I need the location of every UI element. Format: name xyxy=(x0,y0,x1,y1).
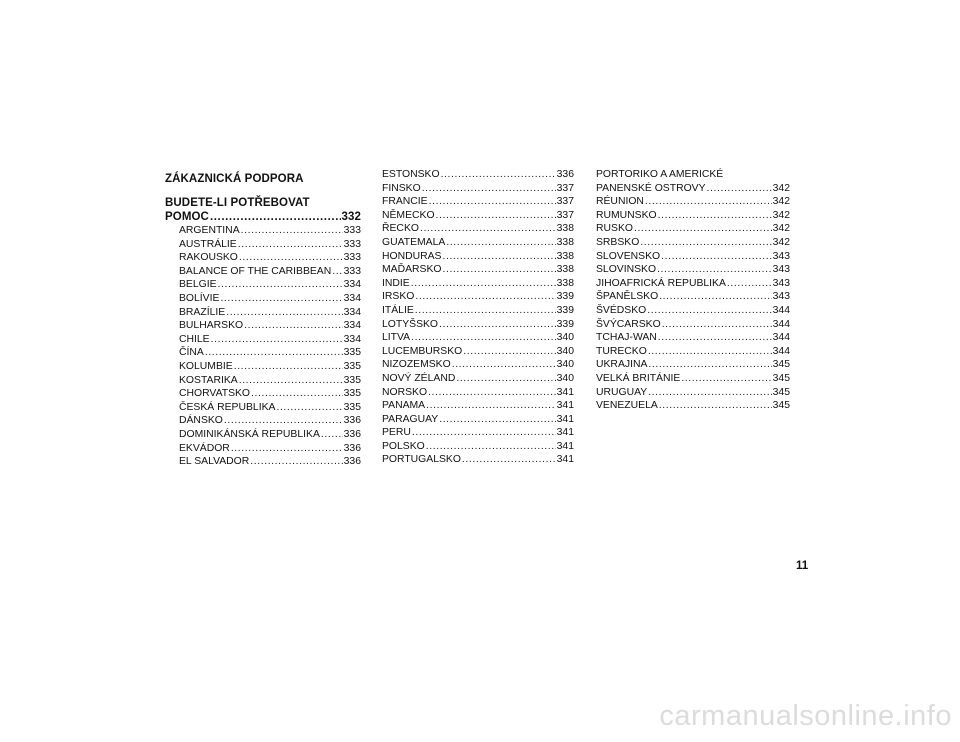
toc-entry-label: FRANCIE xyxy=(382,196,428,208)
toc-entry[interactable] xyxy=(382,263,574,277)
toc-entry[interactable] xyxy=(596,168,790,195)
toc-entry[interactable] xyxy=(382,195,574,209)
toc-entry[interactable] xyxy=(596,250,790,264)
toc-entry-label: ŘECKO xyxy=(382,223,419,235)
toc-entry[interactable] xyxy=(382,236,574,250)
page-number: 11 xyxy=(796,560,809,572)
toc-entry[interactable] xyxy=(382,331,574,345)
toc-entry[interactable] xyxy=(382,290,574,304)
toc-entry[interactable] xyxy=(382,250,574,264)
leader-dots xyxy=(415,290,555,304)
leader-dots xyxy=(224,414,343,428)
leader-dots xyxy=(241,224,343,238)
toc-entry[interactable] xyxy=(596,372,790,386)
subsection-heading-line2: POMOC xyxy=(165,211,209,223)
toc-entry-page: 342 xyxy=(772,236,790,248)
subsection-heading[interactable] xyxy=(165,196,361,224)
toc-entry[interactable] xyxy=(382,399,574,413)
toc-entry-page: 341 xyxy=(556,427,574,439)
toc-entry[interactable] xyxy=(165,346,361,360)
toc-entry-page: 341 xyxy=(556,440,574,452)
leader-dots xyxy=(659,290,771,304)
leader-dots xyxy=(205,346,343,360)
leader-dots xyxy=(218,278,343,292)
toc-entry-page: 345 xyxy=(772,400,790,412)
toc-entry[interactable] xyxy=(382,318,574,332)
toc-entry-page: 335 xyxy=(343,388,361,400)
toc-entry-page: 345 xyxy=(772,359,790,371)
toc-column-2 xyxy=(382,168,574,467)
leader-dots xyxy=(658,209,772,223)
toc-entry[interactable] xyxy=(165,306,361,320)
leader-dots xyxy=(647,304,771,318)
toc-entry-label-line1: PORTORIKO A AMERICKÉ xyxy=(596,169,724,180)
toc-entry[interactable] xyxy=(165,278,361,292)
leader-dots xyxy=(442,263,555,277)
leader-dots xyxy=(645,195,772,209)
leader-dots xyxy=(244,319,343,333)
leader-dots xyxy=(231,442,343,456)
toc-entry-page: 336 xyxy=(343,415,361,427)
leader-dots xyxy=(422,182,556,196)
toc-entry[interactable] xyxy=(596,277,790,291)
toc-entry-label: ARGENTINA xyxy=(179,225,240,236)
toc-entry-page: 337 xyxy=(556,182,574,194)
toc-entry-page: 336 xyxy=(343,442,361,454)
leader-dots xyxy=(446,236,555,250)
toc-entry-label: LOTYŠSKO xyxy=(382,318,439,330)
leader-dots xyxy=(220,292,342,306)
leader-dots xyxy=(239,374,343,388)
toc-entry-label: LUCEMBURSKO xyxy=(382,345,463,357)
leader-dots xyxy=(648,345,772,359)
toc-entry-page: 334 xyxy=(343,292,361,304)
toc-entry-page: 333 xyxy=(343,265,361,277)
toc-entry-page: 335 xyxy=(343,360,361,372)
toc-entry[interactable] xyxy=(382,182,574,196)
toc-entry[interactable] xyxy=(596,358,790,372)
leader-dots xyxy=(411,331,556,345)
toc-entry[interactable] xyxy=(382,440,574,454)
toc-entry-label: ITÁLIE xyxy=(382,304,414,316)
toc-entry-label: ČÍNA xyxy=(179,347,204,359)
toc-entry-page: 338 xyxy=(556,250,574,262)
toc-entry-page: 344 xyxy=(772,304,790,316)
leader-dots xyxy=(420,222,556,236)
subsection-page-number: 332 xyxy=(341,211,361,223)
toc-entry-page: 340 xyxy=(556,332,574,344)
toc-entry[interactable] xyxy=(165,414,361,428)
toc-entry-page: 343 xyxy=(772,250,790,262)
toc-entry[interactable] xyxy=(596,399,790,413)
toc-entry-label: FINSKO xyxy=(382,182,421,194)
toc-entry[interactable] xyxy=(596,345,790,359)
toc-entry-label: BULHARSKO xyxy=(179,320,244,332)
toc-entry[interactable] xyxy=(165,455,361,469)
leader-dots xyxy=(426,440,556,454)
toc-entry[interactable] xyxy=(382,372,574,386)
toc-entry-page: 344 xyxy=(772,345,790,357)
toc-entry-page: 335 xyxy=(343,374,361,386)
toc-column-1 xyxy=(165,168,361,469)
toc-entry[interactable] xyxy=(596,386,790,400)
leader-dots xyxy=(727,277,772,291)
toc-entry[interactable] xyxy=(382,345,574,359)
toc-entry[interactable] xyxy=(596,209,790,223)
toc-entry[interactable] xyxy=(382,358,574,372)
toc-entry[interactable] xyxy=(165,238,361,252)
toc-entry-page: 337 xyxy=(556,196,574,208)
toc-entry-label: PARAGUAY xyxy=(382,413,439,425)
toc-entry[interactable] xyxy=(165,224,361,238)
toc-entry-label: NIZOZEMSKO xyxy=(382,359,451,371)
toc-entry-label: PERU xyxy=(382,427,411,439)
toc-entry[interactable] xyxy=(382,453,574,467)
toc-entry[interactable] xyxy=(165,319,361,333)
leader-dots xyxy=(452,358,556,372)
toc-entry[interactable] xyxy=(596,263,790,277)
toc-entry-label: UKRAJINA xyxy=(596,359,648,371)
toc-entry-label: VENEZUELA xyxy=(596,400,658,412)
leader-dots xyxy=(426,399,556,413)
toc-entry-page: 339 xyxy=(556,291,574,303)
toc-entry-label: TURECKO xyxy=(596,345,647,357)
toc-entry-label: CHILE xyxy=(179,333,210,345)
toc-entry[interactable] xyxy=(596,318,790,332)
toc-entry-label: VELKÁ BRITÁNIE xyxy=(596,372,681,384)
toc-entry-label: BOLÍVIE xyxy=(179,292,220,304)
toc-entry-label: RUMUNSKO xyxy=(596,209,657,221)
leader-dots xyxy=(456,372,555,386)
toc-entry-page: 344 xyxy=(772,332,790,344)
leader-dots xyxy=(234,360,343,374)
leader-dots xyxy=(442,250,555,264)
toc-entry-label: ŠVÉDSKO xyxy=(596,304,647,316)
toc-entry-page: 338 xyxy=(556,277,574,289)
toc-entry-page: 341 xyxy=(556,413,574,425)
toc-list-1 xyxy=(165,224,361,469)
toc-entry[interactable] xyxy=(382,222,574,236)
toc-entry[interactable] xyxy=(165,401,361,415)
toc-entry-label: EKVÁDOR xyxy=(179,442,230,454)
leader-dots xyxy=(648,358,771,372)
toc-entry-label: SRBSKO xyxy=(596,236,640,248)
toc-entry-label: DÁNSKO xyxy=(179,415,223,427)
toc-entry-label: PANAMA xyxy=(382,400,426,412)
toc-entry[interactable] xyxy=(382,386,574,400)
toc-entry-page: 340 xyxy=(556,359,574,371)
toc-entry-page: 341 xyxy=(556,454,574,466)
toc-entry-page: 334 xyxy=(343,320,361,332)
toc-entry[interactable] xyxy=(165,292,361,306)
leader-dots xyxy=(462,453,556,467)
toc-entry-label: SLOVENSKO xyxy=(596,250,661,262)
leader-dots xyxy=(659,399,772,413)
toc-entry[interactable] xyxy=(382,168,574,182)
leader-dots xyxy=(250,455,342,469)
leader-dots xyxy=(211,333,343,347)
toc-entry-page: 334 xyxy=(343,279,361,291)
toc-entry-page: 342 xyxy=(772,182,790,194)
toc-entry[interactable] xyxy=(596,222,790,236)
toc-entry-label: LITVA xyxy=(382,332,411,344)
leader-dots xyxy=(239,251,343,265)
leader-dots xyxy=(436,209,556,223)
toc-entry-label: AUSTRÁLIE xyxy=(179,238,237,250)
toc-entry-page: 339 xyxy=(556,318,574,330)
toc-entry[interactable] xyxy=(382,304,574,318)
toc-entry-page: 333 xyxy=(343,238,361,250)
toc-entry-page: 342 xyxy=(772,196,790,208)
toc-entry-label: JIHOAFRICKÁ REPUBLIKA xyxy=(596,277,726,289)
leader-dots xyxy=(707,182,772,196)
section-heading: ZÁKAZNICKÁ PODPORA xyxy=(165,173,304,185)
toc-entry[interactable] xyxy=(165,251,361,265)
toc-entry-page: 339 xyxy=(556,304,574,316)
subsection-heading-line1: BUDETE-LI POTŘEBOVAT xyxy=(165,197,310,209)
toc-entry-page: 337 xyxy=(556,209,574,221)
toc-entry-label: NORSKO xyxy=(382,386,428,398)
leader-dots xyxy=(662,318,772,332)
toc-entry-label: ŠVÝCARSKO xyxy=(596,318,661,330)
watermark: carmanualsonline.info xyxy=(659,700,952,732)
toc-entry[interactable] xyxy=(596,236,790,250)
toc-entry-label: URUGUAY xyxy=(596,386,648,398)
toc-entry-label: KOLUMBIE xyxy=(179,360,233,372)
leader-dots xyxy=(441,168,556,182)
toc-entry-label-line2: PANENSKÉ OSTROVY xyxy=(596,182,706,194)
toc-entry[interactable] xyxy=(165,428,361,442)
toc-entry-label: RAKOUSKO xyxy=(179,252,238,264)
toc-entry-page: 341 xyxy=(556,400,574,412)
toc-entry-page: 343 xyxy=(772,291,790,303)
toc-list-3 xyxy=(596,195,790,413)
leader-dots xyxy=(332,265,342,279)
toc-entry-label: BALANCE OF THE CARIBBEAN xyxy=(179,265,332,277)
leader-dots xyxy=(321,428,343,442)
toc-entry-page: 341 xyxy=(556,386,574,398)
toc-entry-page: 333 xyxy=(343,252,361,264)
toc-entry[interactable] xyxy=(596,195,790,209)
leader-dots xyxy=(634,222,772,236)
leader-dots xyxy=(276,401,342,415)
toc-entry-page: 336 xyxy=(343,428,361,440)
toc-entry-label: ŠPANĚLSKO xyxy=(596,291,659,303)
toc-entry-page: 342 xyxy=(772,223,790,235)
toc-entry-page: 343 xyxy=(772,264,790,276)
toc-entry-label: TCHAJ-WAN xyxy=(596,332,657,344)
toc-entry-page: 343 xyxy=(772,277,790,289)
toc-entry-label: NOVÝ ZÉLAND xyxy=(382,372,456,384)
toc-entry-label: BRAZÍLIE xyxy=(179,306,226,318)
toc-entry-page: 340 xyxy=(556,345,574,357)
toc-entry-label: MAĎARSKO xyxy=(382,264,442,276)
toc-entry-label: HONDURAS xyxy=(382,250,442,262)
leader-dots xyxy=(412,426,556,440)
leader-dots xyxy=(648,386,771,400)
toc-entry-page: 344 xyxy=(772,318,790,330)
toc-entry-page: 336 xyxy=(343,456,361,468)
toc-entry-label: INDIE xyxy=(382,277,410,289)
toc-list-2 xyxy=(382,168,574,467)
toc-entry-page: 335 xyxy=(343,401,361,413)
toc-entry[interactable] xyxy=(382,426,574,440)
toc-entry-label: EL SALVADOR xyxy=(179,456,250,468)
leader-dots xyxy=(681,372,771,386)
toc-entry-page: 345 xyxy=(772,386,790,398)
leader-dots xyxy=(428,386,556,400)
toc-entry-page: 338 xyxy=(556,236,574,248)
toc-entry-label: RÉUNION xyxy=(596,196,644,208)
toc-entry-page: 336 xyxy=(556,169,574,180)
toc-entry-page: 334 xyxy=(343,333,361,345)
toc-entry-label: GUATEMALA xyxy=(382,236,446,248)
toc-entry-label: ESTONSKO xyxy=(382,169,440,180)
toc-entry-label: NĚMECKO xyxy=(382,209,435,221)
leader-dots xyxy=(439,413,555,427)
toc-entry[interactable] xyxy=(596,304,790,318)
toc-entry[interactable] xyxy=(596,290,790,304)
toc-entry-page: 334 xyxy=(343,306,361,318)
toc-entry-page: 345 xyxy=(772,372,790,384)
toc-entry[interactable] xyxy=(382,277,574,291)
toc-entry-label: POLSKO xyxy=(382,440,425,452)
leader-dots xyxy=(210,210,341,224)
toc-entry-page: 338 xyxy=(556,223,574,235)
toc-entry[interactable] xyxy=(165,442,361,456)
toc-entry-page: 338 xyxy=(556,264,574,276)
leader-dots xyxy=(640,236,771,250)
leader-dots xyxy=(251,387,343,401)
leader-dots xyxy=(657,263,772,277)
toc-entry[interactable] xyxy=(165,265,361,279)
toc-entry-label: PORTUGALSKO xyxy=(382,454,461,466)
toc-entry[interactable] xyxy=(596,331,790,345)
toc-entry-label: KOSTARIKA xyxy=(179,374,238,386)
toc-entry[interactable] xyxy=(165,374,361,388)
toc-entry-label: RUSKO xyxy=(596,223,633,235)
toc-entry-label: SLOVINSKO xyxy=(596,264,657,276)
toc-entry-label: IRSKO xyxy=(382,291,415,303)
toc-entry-label: ČESKÁ REPUBLIKA xyxy=(179,401,276,413)
leader-dots xyxy=(463,345,555,359)
toc-entry-label: DOMINIKÁNSKÁ REPUBLIKA xyxy=(179,428,320,440)
toc-entry-page: 333 xyxy=(343,225,361,236)
toc-entry[interactable] xyxy=(382,209,574,223)
toc-entry-label: BELGIE xyxy=(179,279,217,291)
leader-dots xyxy=(658,331,772,345)
toc-entry[interactable] xyxy=(165,333,361,347)
leader-dots xyxy=(429,195,556,209)
leader-dots xyxy=(411,277,556,291)
leader-dots xyxy=(439,318,556,332)
toc-entry[interactable] xyxy=(165,360,361,374)
toc-entry-label: CHORVATSKO xyxy=(179,388,251,400)
leader-dots xyxy=(226,306,342,320)
toc-entry[interactable] xyxy=(165,387,361,401)
leader-dots xyxy=(661,250,772,264)
toc-column-3 xyxy=(596,168,790,413)
toc-entry-page: 340 xyxy=(556,372,574,384)
toc-entry[interactable] xyxy=(382,413,574,427)
toc-entry-page: 342 xyxy=(772,209,790,221)
leader-dots xyxy=(238,238,343,252)
toc-entry-page: 335 xyxy=(343,347,361,359)
leader-dots xyxy=(415,304,556,318)
